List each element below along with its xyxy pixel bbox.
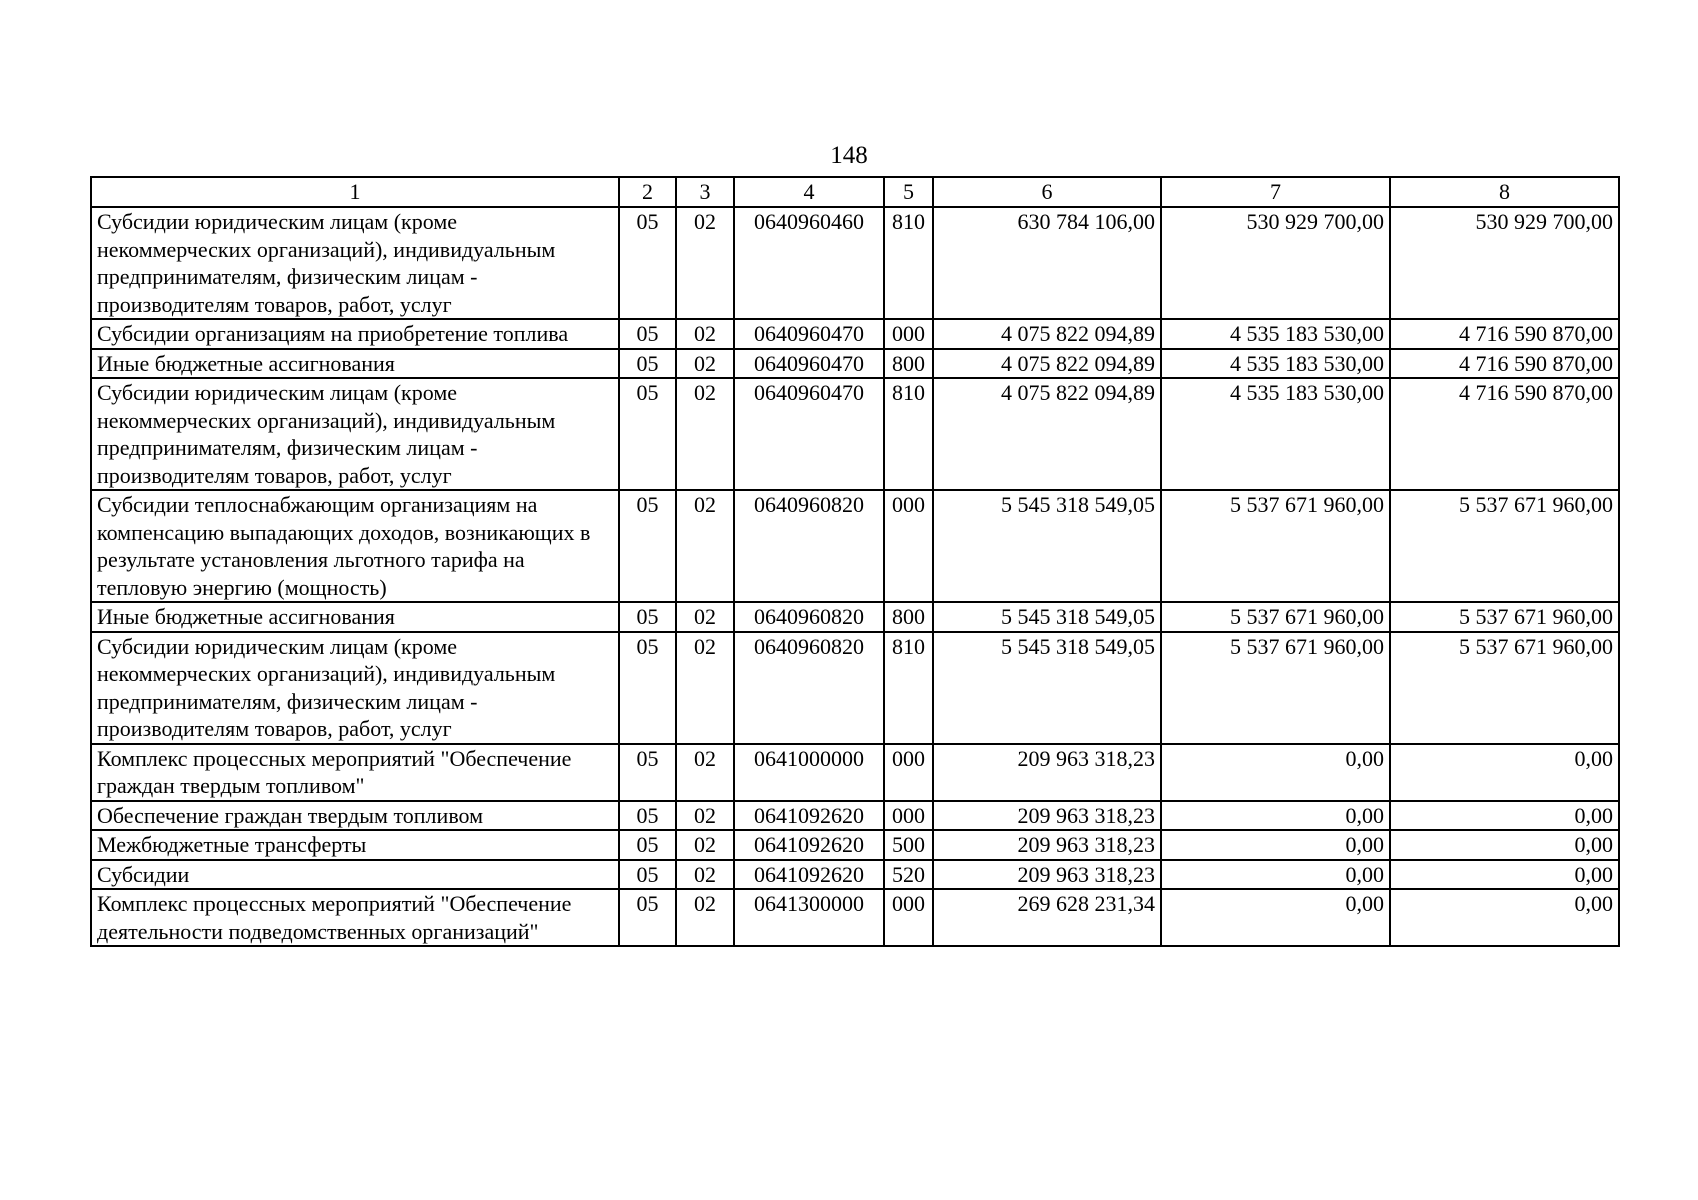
amount-col8: 5 537 671 960,00 <box>1390 490 1619 602</box>
row-name: Иные бюджетные ассигнования <box>91 349 619 379</box>
target-article-code: 0640960820 <box>734 602 884 632</box>
amount-col7: 0,00 <box>1161 830 1390 860</box>
table-row <box>91 602 1619 632</box>
header-cell: 2 <box>619 177 676 207</box>
amount-col6: 209 963 318,23 <box>933 801 1161 831</box>
expense-type-code: 810 <box>884 378 933 490</box>
amount-col8: 5 537 671 960,00 <box>1390 632 1619 744</box>
header-cell: 8 <box>1390 177 1619 207</box>
amount-col7: 5 537 671 960,00 <box>1161 602 1390 632</box>
subsection-code: 02 <box>676 378 734 490</box>
expense-type-code: 000 <box>884 319 933 349</box>
target-article-code: 0640960820 <box>734 632 884 744</box>
section-code: 05 <box>619 632 676 744</box>
row-name: Межбюджетные трансферты <box>91 830 619 860</box>
target-article-code: 0640960470 <box>734 319 884 349</box>
header-cell: 7 <box>1161 177 1390 207</box>
amount-col8: 0,00 <box>1390 889 1619 946</box>
target-article-code: 0641092620 <box>734 801 884 831</box>
amount-col8: 0,00 <box>1390 860 1619 890</box>
section-code: 05 <box>619 860 676 890</box>
table-row <box>91 830 1619 860</box>
amount-col6: 630 784 106,00 <box>933 207 1161 319</box>
subsection-code: 02 <box>676 207 734 319</box>
expense-type-code: 000 <box>884 490 933 602</box>
amount-col8: 0,00 <box>1390 830 1619 860</box>
table-row <box>91 860 1619 890</box>
amount-col8: 0,00 <box>1390 801 1619 831</box>
expense-type-code: 000 <box>884 801 933 831</box>
expense-type-code: 800 <box>884 349 933 379</box>
amount-col7: 0,00 <box>1161 860 1390 890</box>
section-code: 05 <box>619 744 676 801</box>
subsection-code: 02 <box>676 319 734 349</box>
row-name: Субсидии организациям на приобретение топлива <box>91 319 619 349</box>
header-cell: 4 <box>734 177 884 207</box>
row-name: Комплекс процессных мероприятий "Обеспечение граждан твердым топливом" <box>91 744 619 801</box>
target-article-code: 0640960470 <box>734 378 884 490</box>
amount-col7: 0,00 <box>1161 801 1390 831</box>
section-code: 05 <box>619 378 676 490</box>
amount-col7: 530 929 700,00 <box>1161 207 1390 319</box>
expense-type-code: 500 <box>884 830 933 860</box>
header-cell: 6 <box>933 177 1161 207</box>
table-row <box>91 801 1619 831</box>
amount-col8: 4 716 590 870,00 <box>1390 319 1619 349</box>
target-article-code: 0640960820 <box>734 490 884 602</box>
row-name: Обеспечение граждан твердым топливом <box>91 801 619 831</box>
expense-type-code: 000 <box>884 744 933 801</box>
amount-col7: 4 535 183 530,00 <box>1161 349 1390 379</box>
amount-col7: 4 535 183 530,00 <box>1161 319 1390 349</box>
row-name: Субсидии теплоснабжающим организациям на компенсацию выпадающих доходов, возникающих в результате установления льготного тарифа на тепловую энергию (мощность) <box>91 490 619 602</box>
header-cell: 3 <box>676 177 734 207</box>
amount-col6: 4 075 822 094,89 <box>933 319 1161 349</box>
subsection-code: 02 <box>676 744 734 801</box>
expense-type-code: 810 <box>884 632 933 744</box>
subsection-code: 02 <box>676 889 734 946</box>
header-row <box>91 177 1619 207</box>
row-name: Субсидии юридическим лицам (кроме некоммерческих организаций), индивидуальным предпринимателям, физическим лицам - производителям товаров, работ, услуг <box>91 207 619 319</box>
section-code: 05 <box>619 830 676 860</box>
table-row <box>91 744 1619 801</box>
row-name: Субсидии <box>91 860 619 890</box>
table-row <box>91 349 1619 379</box>
table-row <box>91 319 1619 349</box>
target-article-code: 0641092620 <box>734 830 884 860</box>
target-article-code: 0641300000 <box>734 889 884 946</box>
amount-col6: 5 545 318 549,05 <box>933 632 1161 744</box>
amount-col7: 0,00 <box>1161 889 1390 946</box>
expense-type-code: 520 <box>884 860 933 890</box>
expense-type-code: 810 <box>884 207 933 319</box>
table-row <box>91 889 1619 946</box>
table-row <box>91 378 1619 490</box>
section-code: 05 <box>619 602 676 632</box>
amount-col6: 269 628 231,34 <box>933 889 1161 946</box>
page-number: 148 <box>830 142 868 169</box>
expense-type-code: 000 <box>884 889 933 946</box>
amount-col8: 4 716 590 870,00 <box>1390 349 1619 379</box>
amount-col6: 4 075 822 094,89 <box>933 378 1161 490</box>
subsection-code: 02 <box>676 632 734 744</box>
amount-col7: 0,00 <box>1161 744 1390 801</box>
amount-col7: 4 535 183 530,00 <box>1161 378 1390 490</box>
section-code: 05 <box>619 801 676 831</box>
target-article-code: 0640960460 <box>734 207 884 319</box>
amount-col8: 530 929 700,00 <box>1390 207 1619 319</box>
amount-col6: 5 545 318 549,05 <box>933 490 1161 602</box>
amount-col6: 5 545 318 549,05 <box>933 602 1161 632</box>
section-code: 05 <box>619 889 676 946</box>
header-cell: 1 <box>91 177 619 207</box>
amount-col8: 5 537 671 960,00 <box>1390 602 1619 632</box>
expense-type-code: 800 <box>884 602 933 632</box>
amount-col6: 4 075 822 094,89 <box>933 349 1161 379</box>
amount-col6: 209 963 318,23 <box>933 830 1161 860</box>
section-code: 05 <box>619 490 676 602</box>
row-name: Субсидии юридическим лицам (кроме некоммерческих организаций), индивидуальным предпринимателям, физическим лицам - производителям товаров, работ, услуг <box>91 632 619 744</box>
subsection-code: 02 <box>676 860 734 890</box>
table-row <box>91 632 1619 744</box>
section-code: 05 <box>619 349 676 379</box>
target-article-code: 0641000000 <box>734 744 884 801</box>
header-cell: 5 <box>884 177 933 207</box>
amount-col7: 5 537 671 960,00 <box>1161 490 1390 602</box>
budget-table <box>90 176 1620 947</box>
subsection-code: 02 <box>676 349 734 379</box>
amount-col6: 209 963 318,23 <box>933 860 1161 890</box>
subsection-code: 02 <box>676 490 734 602</box>
row-name: Иные бюджетные ассигнования <box>91 602 619 632</box>
row-name: Субсидии юридическим лицам (кроме некоммерческих организаций), индивидуальным предпринимателям, физическим лицам - производителям товаров, работ, услуг <box>91 378 619 490</box>
amount-col8: 0,00 <box>1390 744 1619 801</box>
section-code: 05 <box>619 319 676 349</box>
amount-col6: 209 963 318,23 <box>933 744 1161 801</box>
target-article-code: 0641092620 <box>734 860 884 890</box>
table-row <box>91 490 1619 602</box>
row-name: Комплекс процессных мероприятий "Обеспечение деятельности подведомственных организаций" <box>91 889 619 946</box>
section-code: 05 <box>619 207 676 319</box>
amount-col8: 4 716 590 870,00 <box>1390 378 1619 490</box>
target-article-code: 0640960470 <box>734 349 884 379</box>
table-row <box>91 207 1619 319</box>
subsection-code: 02 <box>676 830 734 860</box>
amount-col7: 5 537 671 960,00 <box>1161 632 1390 744</box>
subsection-code: 02 <box>676 801 734 831</box>
subsection-code: 02 <box>676 602 734 632</box>
